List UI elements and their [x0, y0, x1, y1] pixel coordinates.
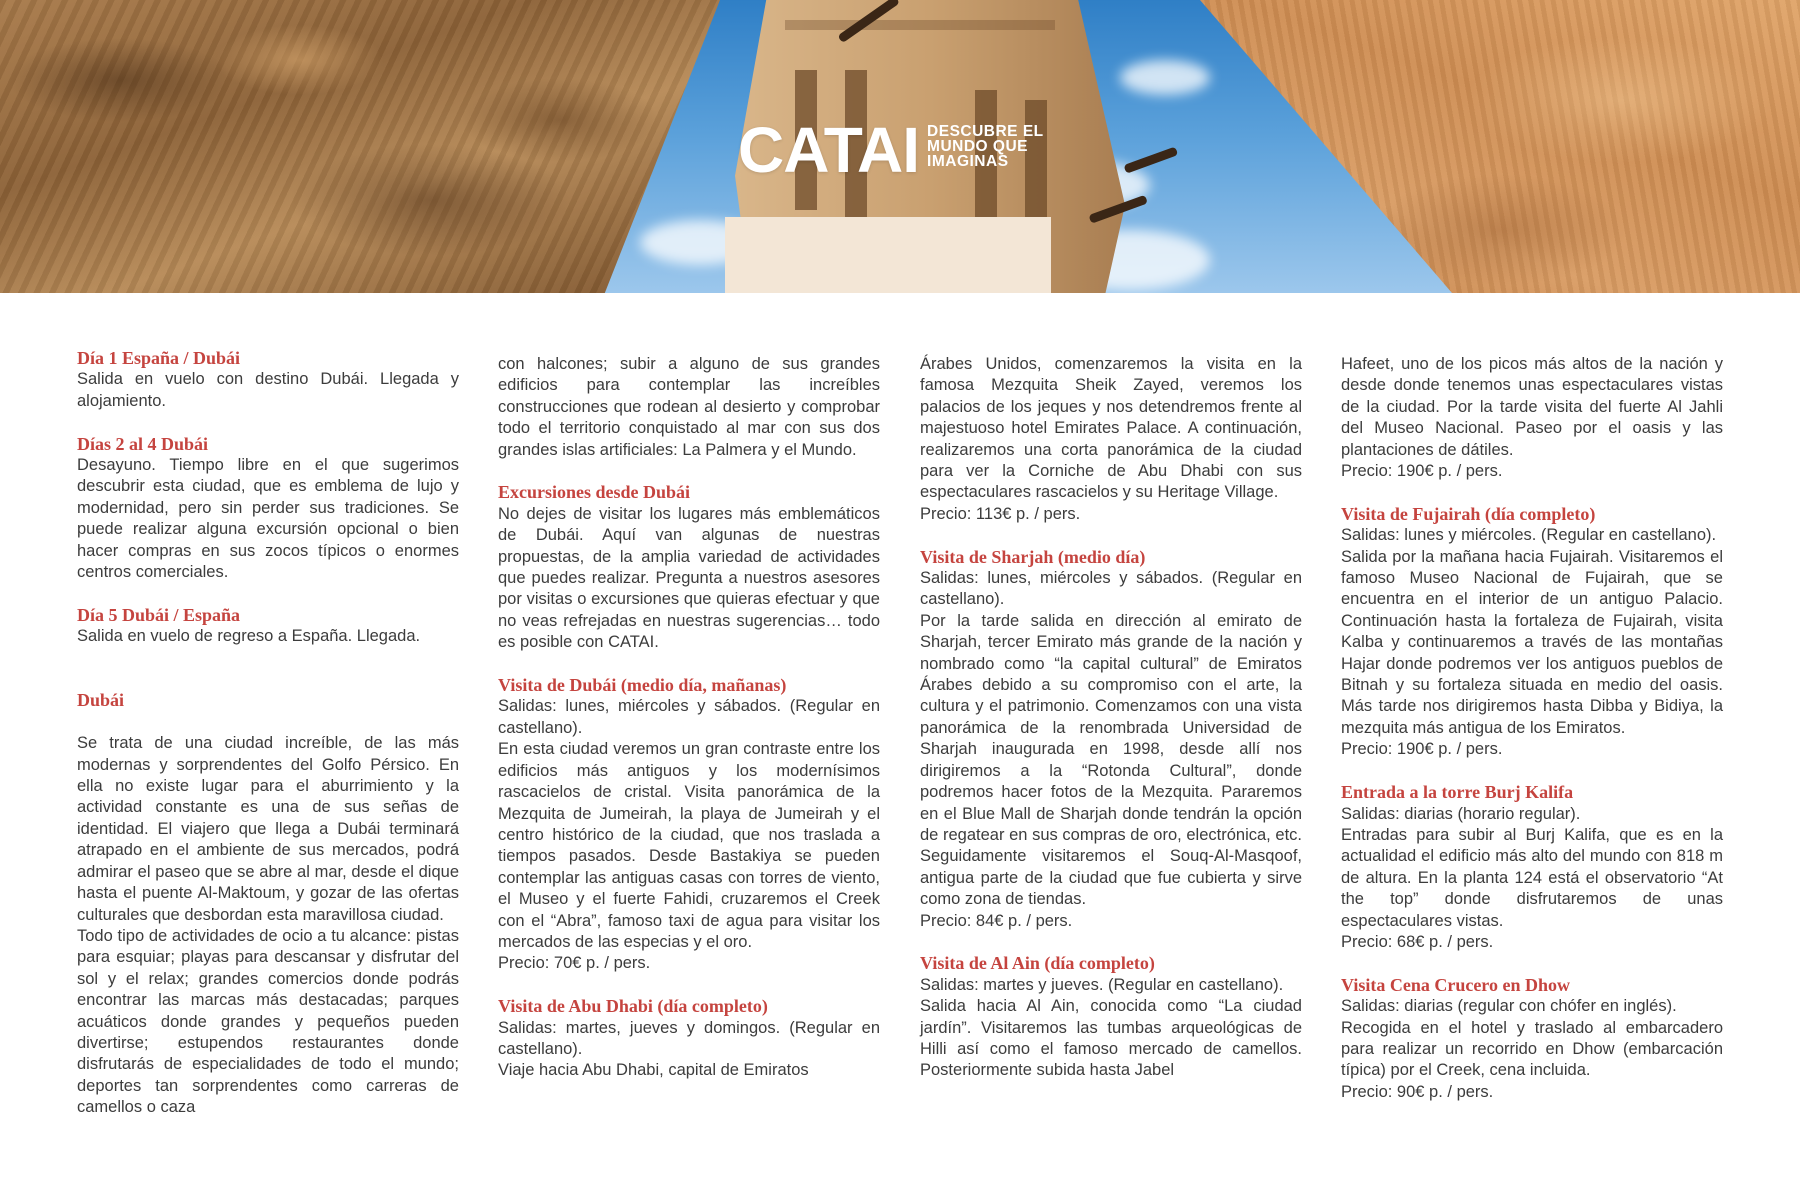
paragraph: Salidas: diarias (horario regular). [1341, 804, 1581, 823]
paragraph: Por la tarde salida en dirección al emirato de Sharjah, tercer Emirato más grande de la nación y nombrado como “la capital cultural” de Emiratos Árabes debido a su compromiso con el arte, la cultura y el patrimonio. Comenzamos con una vista panorámica de la renombrada Universidad de Sharjah inaugurada en 1998, desde allí nos dirigiremos a la “Rotonda Cultural”, donde podremos hacer fotos de la Mezquita. Pararemos en el Blue Mall de Sharjah donde tendrán la opción de regatear en sus compras de oro, electrónica, etc. Seguidamente visitaremos el Souq-Al-Masqoof, antigua parte de la ciudad que fue cubierta y sirve como zona de tiendas. [920, 611, 1302, 909]
section-heading: Visita de Abu Dhabi (día completo) [498, 996, 768, 1017]
price: Precio: 190€ p. / pers. [1341, 462, 1503, 481]
section-heading: Visita de Sharjah (medio día) [920, 546, 1146, 567]
paragraph: Salidas: martes, jueves y domingos. (Regular en castellano). [498, 1018, 880, 1058]
paragraph: Salidas: lunes y miércoles. (Regular en castellano). [1341, 526, 1717, 545]
paragraph: Salidas: martes y jueves. (Regular en castellano). [920, 975, 1284, 994]
paragraph: Árabes Unidos, comenzaremos la visita en la famosa Mezquita Sheik Zayed, veremos los palacios de los jeques y nos detendremos frente al majestuoso hotel Emirates Palace. A continuación, realizaremos una corta panorámica de la ciudad para ver la Corniche de Abu Dhabi con sus espectaculares rascacielos y su Heritage Village. [920, 355, 1302, 502]
hero-cream-block [725, 217, 1051, 293]
section-heading: Entrada a la torre Burj Kalifa [1341, 782, 1574, 803]
price: Precio: 90€ p. / pers. [1341, 1082, 1494, 1101]
column-1 [77, 348, 459, 1119]
section-heading: Visita de Fujairah (día completo) [1341, 503, 1596, 524]
paragraph: Salida en vuelo de regreso a España. Llegada. [77, 627, 421, 646]
section-heading: Visita Cena Crucero en Dhow [1341, 974, 1570, 995]
column-2 [498, 354, 880, 1082]
logo-tagline: DESCUBRE EL MUNDO QUE IMAGINAS [927, 123, 1044, 170]
paragraph: Desayuno. Tiempo libre en el que sugerimos descubrir esta ciudad, que es emblema de lujo y modernidad, pero sin perder sus tradiciones. Se puede realizar alguna excursión opcional o bien hacer compras en sus zocos típicos o enormes centros comerciales. [77, 456, 459, 582]
price: Precio: 70€ p. / pers. [498, 954, 651, 973]
paragraph: con halcones; subir a alguno de sus grandes edificios para contemplar las increíbles construcciones que rodean al desierto y comprobar todo el territorio conquistado al mar con sus dos grandes islas artificiales: La Palmera y el Mundo. [498, 355, 880, 459]
section-heading: Visita de Al Ain (día completo) [920, 953, 1155, 974]
section-heading: Dubái [77, 690, 125, 711]
section-heading: Días 2 al 4 Dubái [77, 433, 209, 454]
paragraph: Salida en vuelo con destino Dubái. Llegada y alojamiento. [77, 370, 459, 410]
column-4 [1341, 354, 1723, 1103]
price: Precio: 190€ p. / pers. [1341, 740, 1503, 759]
paragraph: Viaje hacia Abu Dhabi, capital de Emiratos [498, 1061, 809, 1080]
price: Precio: 113€ p. / pers. [920, 504, 1081, 523]
rock-wall-left [0, 0, 720, 293]
paragraph: No dejes de visitar los lugares más emblemáticos de Dubái. Aquí van algunas de nuestras propuestas, de la amplia variedad de actividades que puedes realizar. Pregunta a nuestros asesores por visitas o excursiones que quieras efectuar y que no veas refrejadas en nuestras sugerencias… todo es posible con CATAI. [498, 504, 880, 652]
price: Precio: 68€ p. / pers. [1341, 932, 1494, 951]
catai-logo [738, 114, 1047, 186]
section-heading: Día 1 España / Dubái [77, 348, 241, 368]
column-3 [920, 354, 1302, 1082]
paragraph: Hafeet, uno de los picos más altos de la nación y desde donde tenemos unas espectaculares vistas de la ciudad. Por la tarde visita del fuerte Al Jahli del Museo Nacional. Paseo por el oasis y las plantaciones de dátiles. [1341, 355, 1723, 459]
price: Precio: 84€ p. / pers. [920, 911, 1073, 930]
section-heading: Visita de Dubái (medio día, mañanas) [498, 675, 787, 696]
paragraph: Recogida en el hotel y traslado al embarcadero para realizar un recorrido en Dhow (embarcación típica) por el Creek, cena incluida. [1341, 1018, 1723, 1080]
paragraph: Salida hacia Al Ain, conocida como “La ciudad jardín”. Visitaremos las tumbas arqueológicas de Hilli así como el famoso mercado de camellos. Posteriormente subida hasta Jabel [920, 997, 1302, 1080]
paragraph: Salidas: diarias (regular con chófer en inglés). [1341, 997, 1677, 1016]
paragraph: Salidas: lunes, miércoles y sábados. (Regular en castellano). [498, 697, 880, 737]
paragraph: Entradas para subir al Burj Kalifa, que es en la actualidad el edificio más alto del mundo con 818 m de altura. En la planta 124 está el observatorio “At the top” donde disfrutaremos de unas espectaculares vistas. [1341, 825, 1723, 930]
paragraph: Todo tipo de actividades de ocio a tu alcance: pistas para esquiar; playas para descansar y disfrutar del sol y el relax; grandes comercios donde podrás encontrar las marcas más destacadas; parques acuáticos donde grandes y pequeños pueden divertirse; estupendos restaurantes donde disfrutarás de especialidades de todo el mundo; deportes tan sorprendentes como carreras de camellos o caza [77, 926, 459, 1117]
paragraph: Se trata de una ciudad increíble, de las más modernas y sorprendentes del Golfo Pérsico. En ella no existe lugar para el aburrimiento y la actividad constante es una de sus señas de identidad. El viajero que llega a Dubái terminará atrapado en el ambiente de sus mercados, podrá admirar el paseo que se abre al mar, desde el dique hasta el puente Al-Maktoum, y gozar de las ofertas culturales que desbordan esta maravillosa ciudad. [77, 734, 459, 924]
paragraph: En esta ciudad veremos un gran contraste entre los edificios más antiguos y los modernísimos rascacielos de cristal. Visita panorámica de la Mezquita de Jumeirah, la playa de Jumeirah y el centro histórico de la ciudad, que nos traslada a tiempos pasados. Desde Bastakiya se pueden contemplar las antiguas casas con torres de viento, el Museo y el fuerte Fahidi, cruzaremos el Creek con el “Abra”, famoso taxi de agua para visitar los mercados de las especias y el oro. [498, 740, 880, 951]
paragraph: Salidas: lunes, miércoles y sábados. (Regular en castellano). [920, 569, 1302, 609]
logo-wordmark: CATAI [738, 114, 920, 186]
section-heading: Excursiones desde Dubái [498, 482, 691, 503]
hero-image [0, 0, 1800, 293]
paragraph: Salida por la mañana hacia Fujairah. Visitaremos el famoso Museo Nacional de Fujairah, que se encuentra en el interior de un antiguo Palacio. Continuación hasta la fortaleza de Fujairah, visita Kalba y continuaremos a través de las montañas Hajar donde podremos ver los antiguos pueblos de Bitnah y su fortaleza situada en medio del oasis. Más tarde nos dirigiremos hasta Dibba y Bidiya, la mezquita más antigua de los Emiratos. [1341, 547, 1723, 737]
section-heading: Día 5 Dubái / España [77, 604, 241, 625]
